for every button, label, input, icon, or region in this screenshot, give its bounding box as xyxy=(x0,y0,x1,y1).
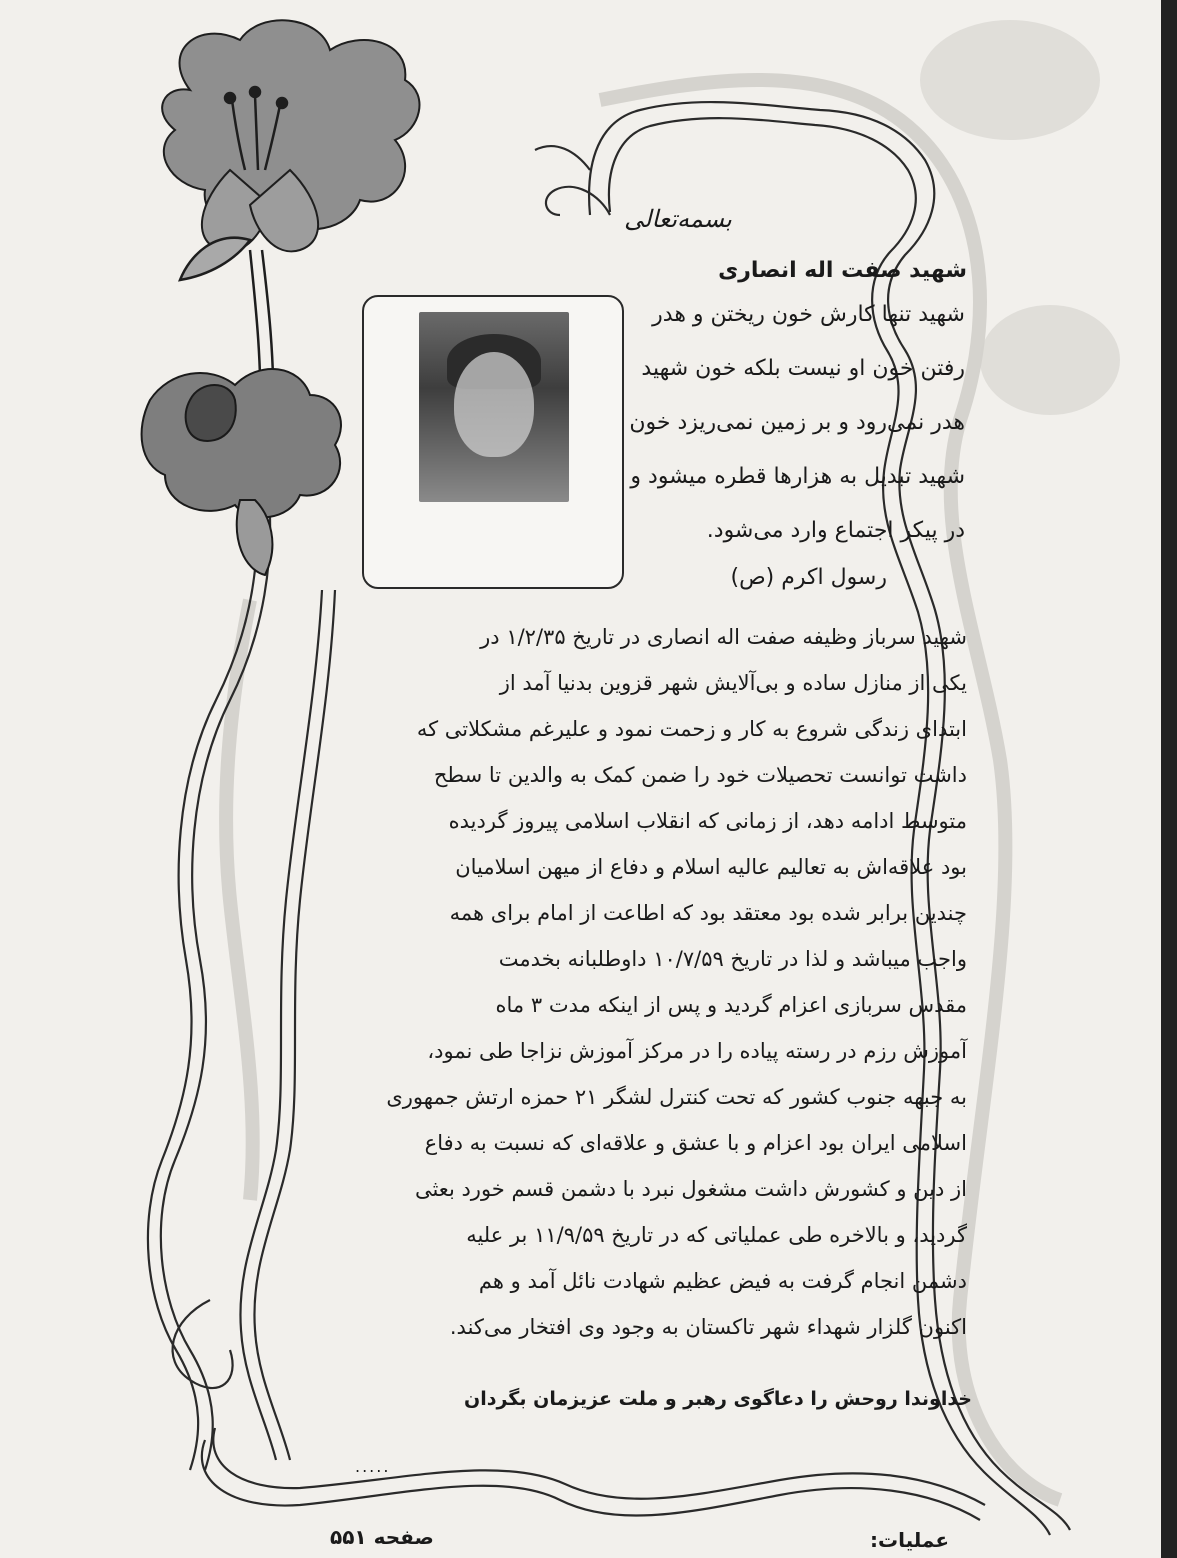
quote-line: در پیکر اجتماع وارد می‌شود. xyxy=(706,518,965,543)
body-line: شهید سرباز وظیفه صفت اله انصاری در تاریخ ۱/۲/۳۵ در xyxy=(480,625,967,649)
quote-line: هدر نمی‌رود و بر زمین نمی‌ریزد خون xyxy=(629,410,965,435)
page-number: صفحه ۵۵۱ xyxy=(330,1525,434,1549)
page-edge-shadow xyxy=(1161,0,1177,1558)
operations-label: عملیات: xyxy=(870,1528,950,1552)
ellipsis-marks: ..... xyxy=(355,1457,391,1476)
martyr-photo-frame xyxy=(362,295,624,589)
body-line: از دین و کشورش داشت مشغول نبرد با دشمن قسم خورد بعثی xyxy=(414,1177,967,1201)
body-line: بود علاقه‌اش به تعالیم عالیه اسلام و دفاع از میهن اسلامیان xyxy=(455,855,967,879)
quote-line: شهید تنها کارش خون ریختن و هدر xyxy=(652,302,965,327)
body-line: آموزش رزم در رسته پیاده را در مرکز آموزش نزاجا طی نمود، xyxy=(427,1039,967,1063)
body-line: مقدس سربازی اعزام گردید و پس از اینکه مدت ۳ ماه xyxy=(495,993,967,1017)
body-line: چندین برابر شده بود معتقد بود که اطاعت از امام برای همه xyxy=(449,901,967,925)
body-line: گردید، و بالاخره طی عملیاتی که در تاریخ ۱۱/۹/۵۹ بر علیه xyxy=(466,1223,967,1247)
body-line: متوسط ادامه دهد، از زمانی که انقلاب اسلامی پیروز گردیده xyxy=(448,809,967,833)
martyr-title: شهید صفت اله انصاری xyxy=(718,258,967,283)
quote-source: رسول اکرم (ص) xyxy=(730,565,887,590)
quote-line: شهید تبدیل به هزارها قطره میشود و xyxy=(630,464,965,489)
quote-line: رفتن خون او نیست بلکه خون شهید xyxy=(641,356,965,381)
body-line: واجب میباشد و لذا در تاریخ ۱۰/۷/۵۹ داوطلبانه بخدمت xyxy=(498,947,967,971)
page-heading: بسمه‌تعالی xyxy=(624,205,732,233)
body-line: یکی از منازل ساده و بی‌آلایش شهر قزوین بدنیا آمد از xyxy=(499,671,967,695)
photo-face-shape xyxy=(454,352,534,457)
closing-prayer: خداوندا روحش را دعاگوی رهبر و ملت عزیزمان بگردان xyxy=(464,1388,972,1410)
body-line: به جبهه جنوب کشور که تحت کنترل لشگر ۲۱ حمزه ارتش جمهوری xyxy=(386,1085,967,1109)
body-line: اکنون گلزار شهداء شهر تاکستان به وجود وی افتخار می‌کند. xyxy=(449,1315,967,1339)
body-line: دشمن انجام گرفت به فیض عظیم شهادت نائل آمد و هم xyxy=(478,1269,967,1293)
body-line: اسلامی ایران بود اعزام و با عشق و علاقه‌ای که نسبت به دفاع xyxy=(424,1131,967,1155)
body-line: داشت توانست تحصیلات خود را ضمن کمک به والدین تا سطح xyxy=(433,763,967,787)
martyr-photo xyxy=(419,312,569,502)
body-line: ابتدای زندگی شروع به کار و زحمت نمود و علیرغم مشکلاتی که xyxy=(416,717,967,741)
